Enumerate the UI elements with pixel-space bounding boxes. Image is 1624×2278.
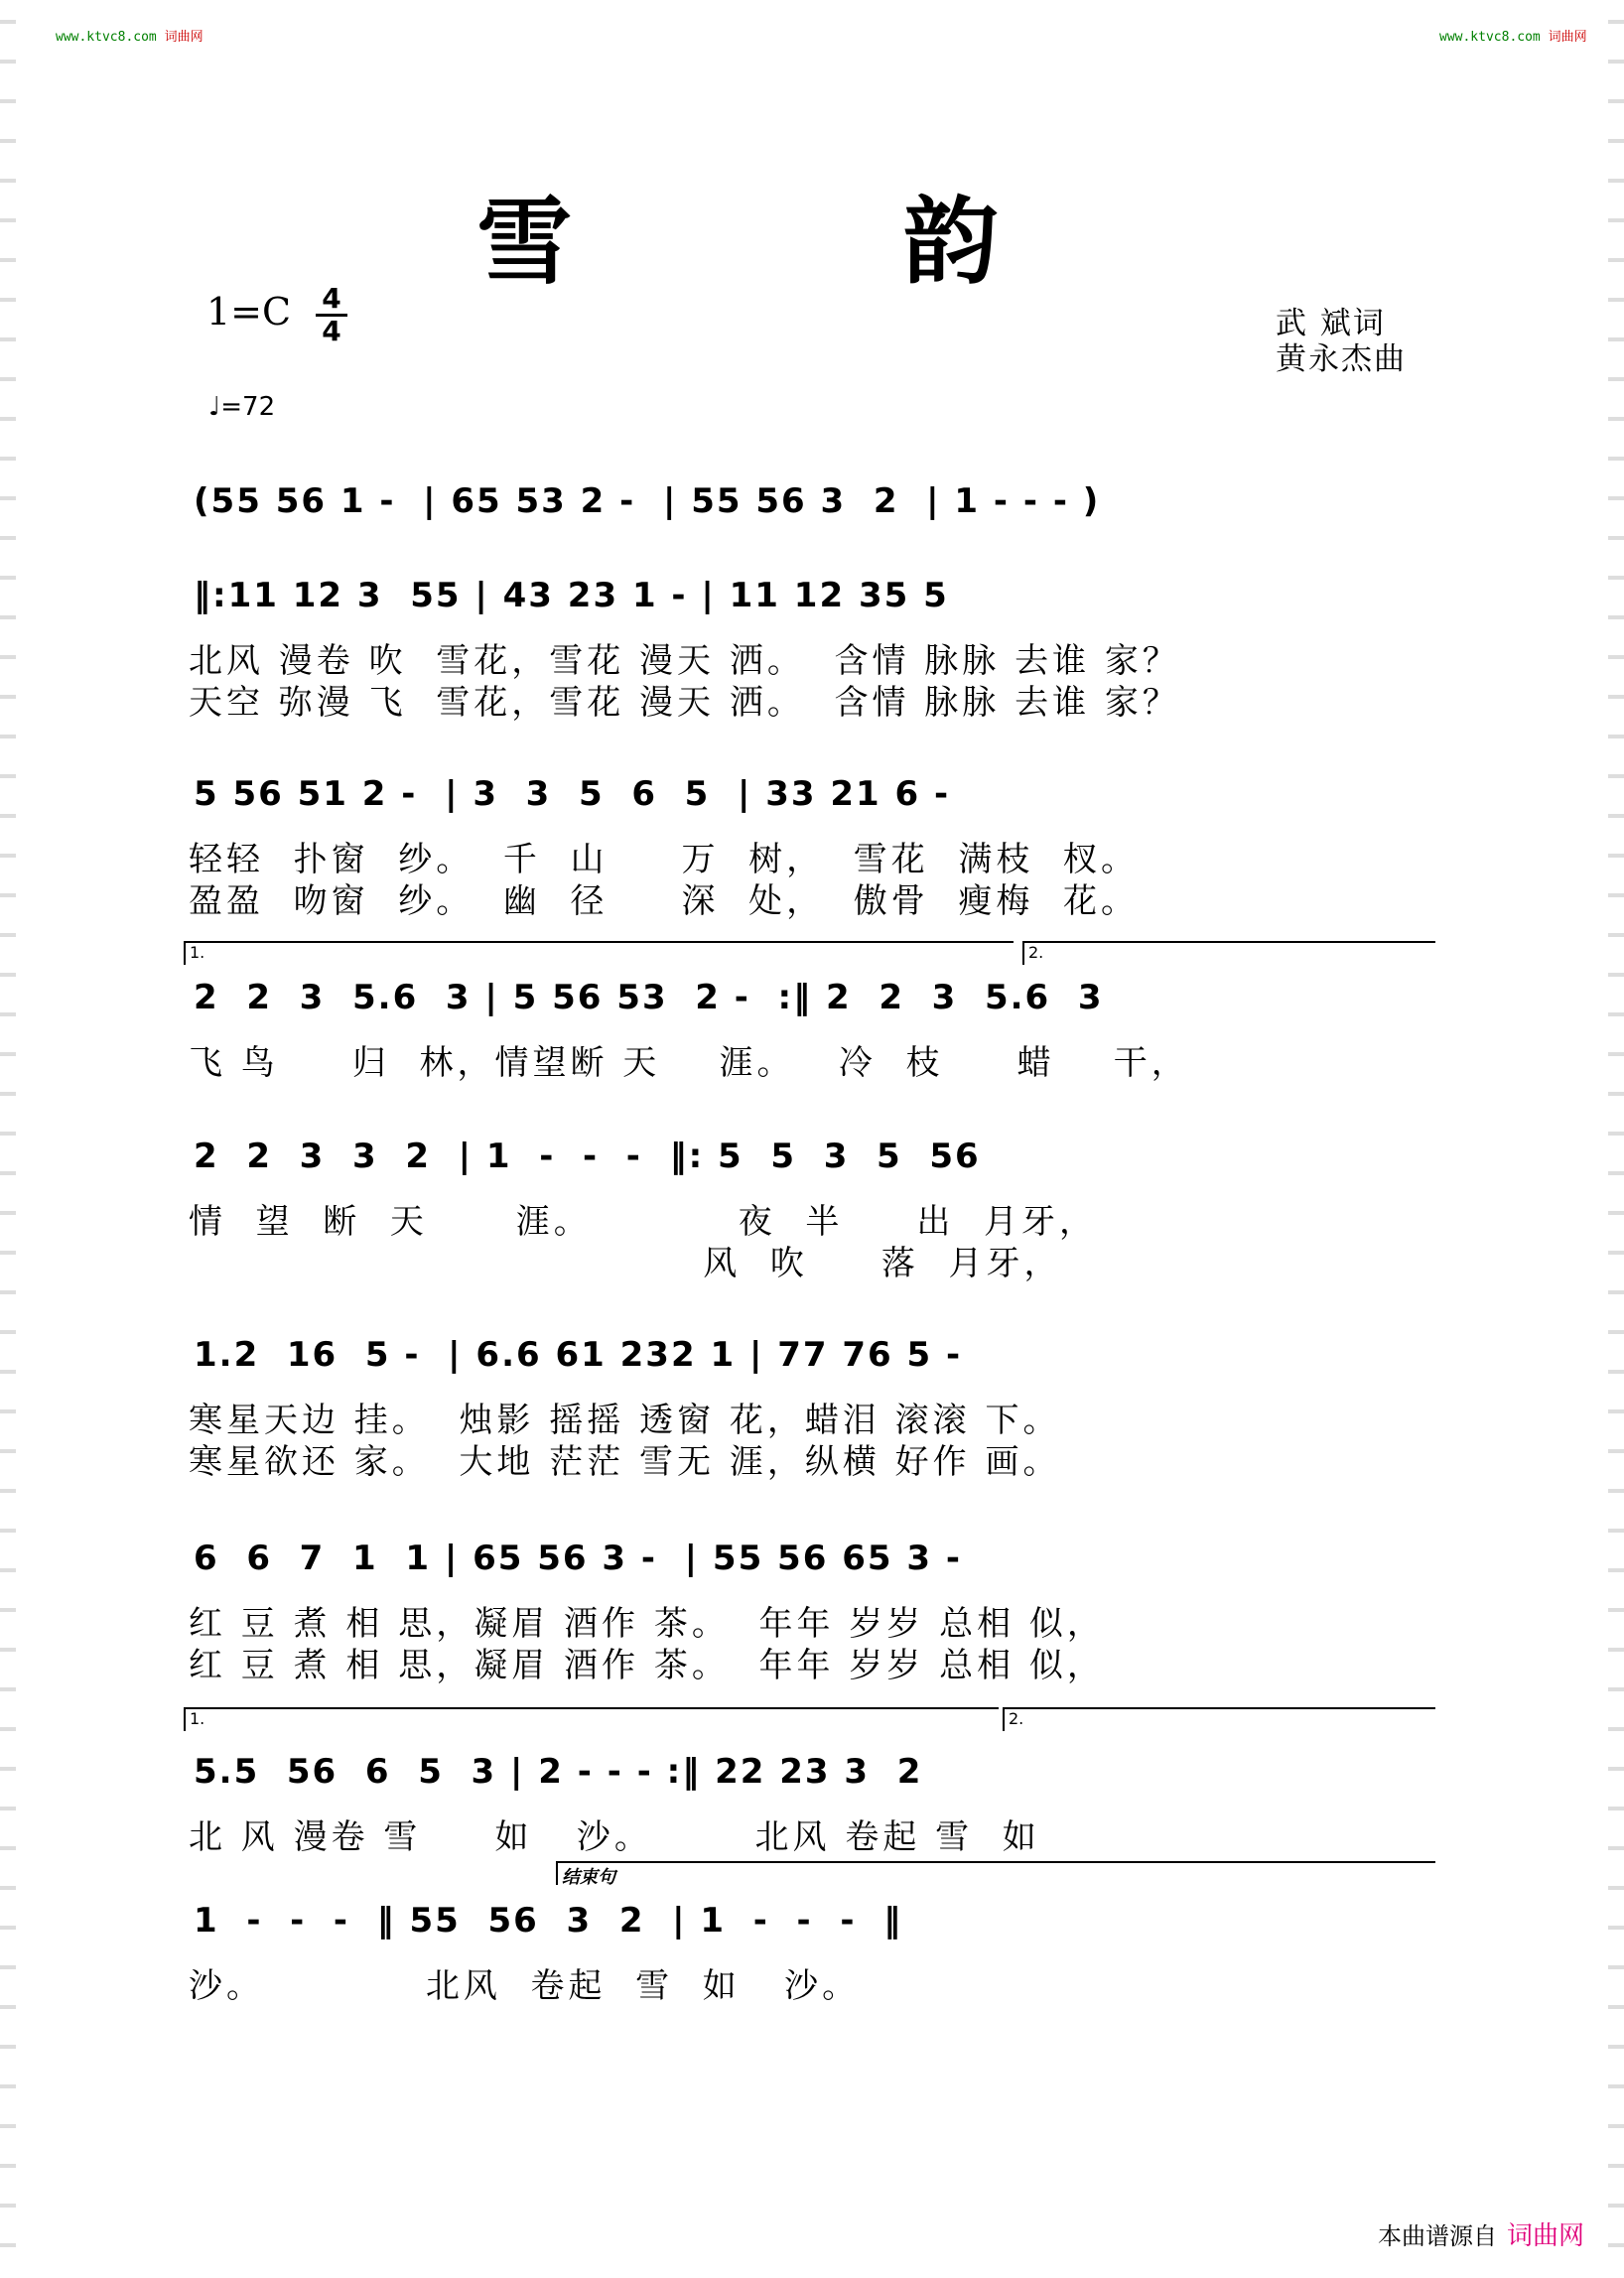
notation-line: 2 2 3 3 2 | 1 - - - ‖: 5 5 3 5 56 — [194, 1137, 981, 1176]
notation-line: ‖:11 12 3 55 | 43 23 1 - | 11 12 35 5 — [194, 576, 949, 615]
lyric-line: 飞 鸟 归 林，情望断 天 涯。 冷 枝 蜡 干， — [189, 1043, 1189, 1083]
notation-line: 2 2 3 5.6 3 | 5 56 53 2 - :‖ 2 2 3 5.6 3 — [194, 978, 1104, 1017]
lyric-line: 红 豆 煮 相 思，凝眉 酒作 茶。 年年 岁岁 总相 似， — [189, 1646, 1105, 1685]
lyric-line: 天空 弥漫 飞 雪花，雪花 漫天 洒。 含情 脉脉 去谁 家？ — [189, 683, 1180, 723]
lyric-line: 风 吹 落 月牙， — [189, 1244, 1062, 1283]
volta-second-1: 2. — [1022, 941, 1435, 965]
volta-second-2: 2. — [1003, 1707, 1435, 1731]
lyric-line: 轻轻 扑窗 纱。 千 山 万 树， 雪花 满枝 杈。 — [189, 840, 1139, 879]
header-right: www.ktvc8.com 词曲网 — [1439, 30, 1587, 45]
notation-line: 5 56 51 2 - | 3 3 5 6 5 | 33 21 6 - — [194, 774, 951, 814]
notation-line: 1 - - - ‖ 55 56 3 2 | 1 - - - ‖ — [194, 1901, 903, 1941]
left-watermark-strip — [0, 0, 16, 2278]
page-title: 雪 韵 — [476, 186, 1148, 298]
time-signature: 4 4 — [316, 284, 347, 346]
lyric-line: 寒星欲还 家。 大地 茫茫 雪无 涯，纵横 好作 画。 — [189, 1442, 1061, 1482]
right-watermark-strip — [1608, 0, 1624, 2278]
lyric-line: 沙。 北风 卷起 雪 如 沙。 — [189, 1966, 861, 2006]
lyric-line: 寒星天边 挂。 烛影 摇摇 透窗 花，蜡泪 滚滚 下。 — [189, 1401, 1061, 1440]
ending-bracket: 结束句 — [556, 1861, 1435, 1885]
lyric-line: 北风 漫卷 吹 雪花，雪花 漫天 洒。 含情 脉脉 去谁 家？ — [189, 641, 1180, 681]
header-left: www.ktvc8.com 词曲网 — [56, 30, 203, 45]
key-signature: 1=C — [206, 290, 292, 334]
notation-line: 6 6 7 1 1 | 65 56 3 - | 55 56 65 3 - — [194, 1539, 962, 1578]
lyric-line: 北 风 漫卷 雪 如 沙。 北风 卷起 雪 如 — [189, 1817, 1040, 1857]
notation-line: 1.2 16 5 - | 6.6 61 232 1 | 77 76 5 - — [194, 1335, 963, 1375]
lyricist-credit: 武 斌词 — [1276, 306, 1386, 341]
footer: 本曲谱源自 词曲网 — [1377, 2221, 1584, 2251]
lyric-line: 盈盈 吻窗 纱。 幽 径 深 处， 傲骨 瘦梅 花。 — [189, 881, 1139, 921]
notation-line: (55 56 1 - | 65 53 2 - | 55 56 3 2 | 1 - - - ) — [194, 481, 1101, 521]
composer-credit: 黄永杰曲 — [1276, 341, 1407, 377]
volta-first-2: 1. — [184, 1707, 999, 1731]
tempo-marking: ♩=72 — [208, 392, 276, 422]
notation-line: 5.5 56 6 5 3 | 2 - - - :‖ 22 23 3 2 — [194, 1752, 923, 1792]
lyric-line: 情 望 断 天 涯。 夜 半 出 月牙， — [189, 1202, 1098, 1242]
lyric-line: 红 豆 煮 相 思，凝眉 酒作 茶。 年年 岁岁 总相 似， — [189, 1604, 1105, 1644]
volta-first-1: 1. — [184, 941, 1014, 965]
